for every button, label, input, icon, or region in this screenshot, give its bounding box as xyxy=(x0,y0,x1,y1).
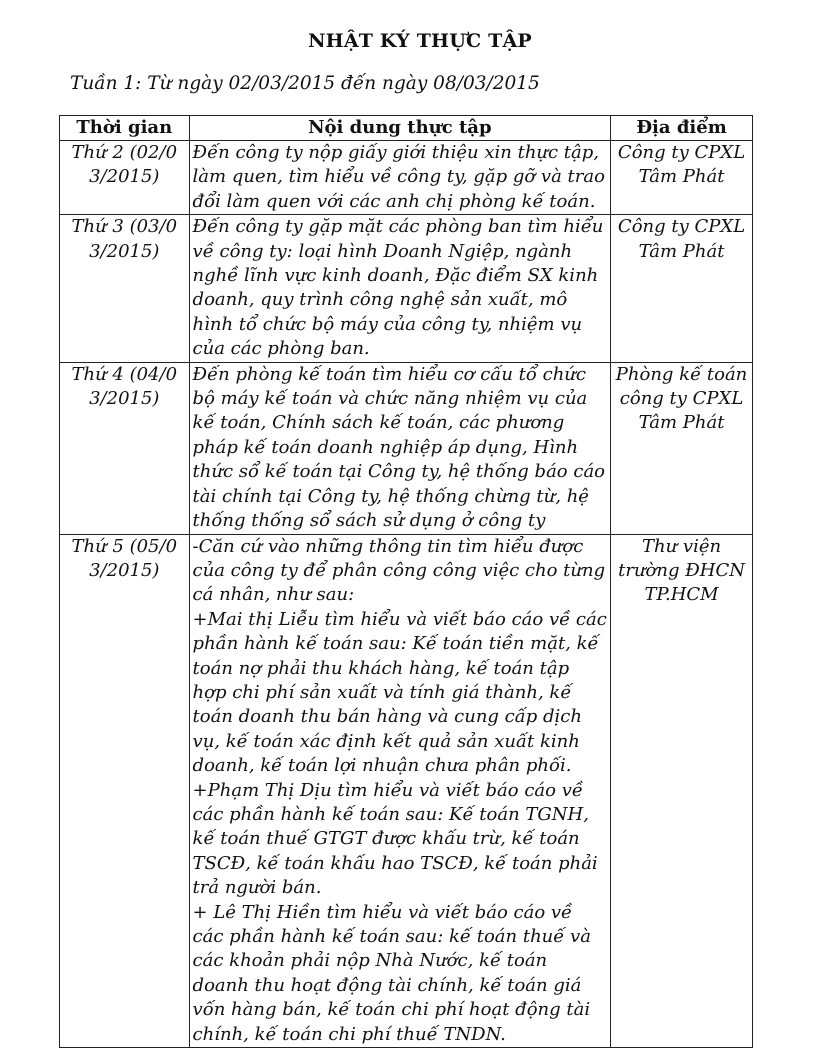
page-title: NHẬT KÝ THỰC TẬP xyxy=(308,30,532,52)
header-place: Địa điểm xyxy=(611,116,753,141)
table-header xyxy=(60,116,753,141)
place-cell: Công ty CPXL Tâm Phát xyxy=(611,215,753,362)
time-cell: Thứ 2 (02/03/2015) xyxy=(60,141,190,215)
content-cell xyxy=(189,215,611,362)
content-cell xyxy=(189,141,611,215)
week-heading: Tuần 1: Từ ngày 02/03/2015 đến ngày 08/03/2015 xyxy=(70,73,540,94)
table-row xyxy=(60,534,753,1048)
content-paragraph: -Căn cứ vào những thông tin tìm hiểu được của công ty để phân công công việc cho từng cá nhân, như sau: xyxy=(192,535,606,606)
header-content: Nội dung thực tập xyxy=(189,116,611,141)
content-cell xyxy=(189,362,611,534)
content-paragraph: +Phạm Thị Dịu tìm hiểu và viết báo cáo về các phần hành kế toán sau: Kế toán TGNH, kế toán thuế GTGT được khấu trừ, kế toán TSCĐ, kế toán khấu hao TSCĐ, kế toán phải trả người bán. xyxy=(192,779,598,899)
content-cell xyxy=(189,534,611,1048)
content-paragraph: Đến công ty gặp mặt các phòng ban tìm hiểu về công ty: loại hình Doanh Ngiệp, ngành nghề lĩnh vực kinh doanh, Đặc điểm SX kinh doanh, quy trình công nghệ sản xuất, mô hình tổ chức bộ máy của công ty, nhiệm vụ của các phòng ban. xyxy=(192,216,604,360)
content-paragraph: +Mai thị Liễu tìm hiểu và viết báo cáo về các phần hành kế toán sau: Kế toán tiền mặt, kế toán nợ phải thu khách hàng, kế toán tập hợp chi phí sản xuất và tính giá thành, kế toán doanh thu bán hàng và cung cấp dịch vụ, kế toán xác định kết quả sản xuất kinh doanh, kế toán lợi nhuận chưa phân phối. xyxy=(192,608,607,777)
place-cell: Thư viện trường ĐHCN TP.HCM xyxy=(611,534,753,1048)
table-row xyxy=(60,362,753,534)
content-paragraph: Đến phòng kế toán tìm hiểu cơ cấu tổ chức bộ máy kế toán và chức năng nhiệm vụ của kế toán, Chính sách kế toán, các phương pháp kế toán doanh nghiệp áp dụng, Hình thức sổ kế toán tại Công ty, hệ thống báo cáo tài chính tại Công ty, hệ thống chừng từ, hệ thống thống sổ sách sử dụng ở công ty xyxy=(192,363,606,532)
table-row xyxy=(60,141,753,215)
time-cell: Thứ 4 (04/03/2015) xyxy=(60,362,190,534)
time-cell: Thứ 3 (03/03/2015) xyxy=(60,215,190,362)
time-cell: Thứ 5 (05/03/2015) xyxy=(60,534,190,1048)
place-cell: Công ty CPXL Tâm Phát xyxy=(611,141,753,215)
place-cell: Phòng kế toán công ty CPXL Tâm Phát xyxy=(611,362,753,534)
content-paragraph: + Lê Thị Hiền tìm hiểu và viết báo cáo về các phần hành kế toán sau: kế toán thuế và các khoản phải nộp Nhà Nước, kế toán doanh thu hoạt động tài chính, kế toán giá vốn hàng bán, kế toán chi phí hoạt động tài chính, kế toán chi phí thuế TNDN. xyxy=(192,901,591,1045)
table-row xyxy=(60,215,753,362)
internship-diary-table xyxy=(59,115,753,1048)
content-paragraph: Đến công ty nộp giấy giới thiệu xin thực tập, làm quen, tìm hiểu về công ty, gặp gỡ và trao đổi làm quen với các anh chị phòng kế toán. xyxy=(192,142,605,212)
header-time: Thời gian xyxy=(60,116,190,141)
header-row xyxy=(60,116,753,141)
